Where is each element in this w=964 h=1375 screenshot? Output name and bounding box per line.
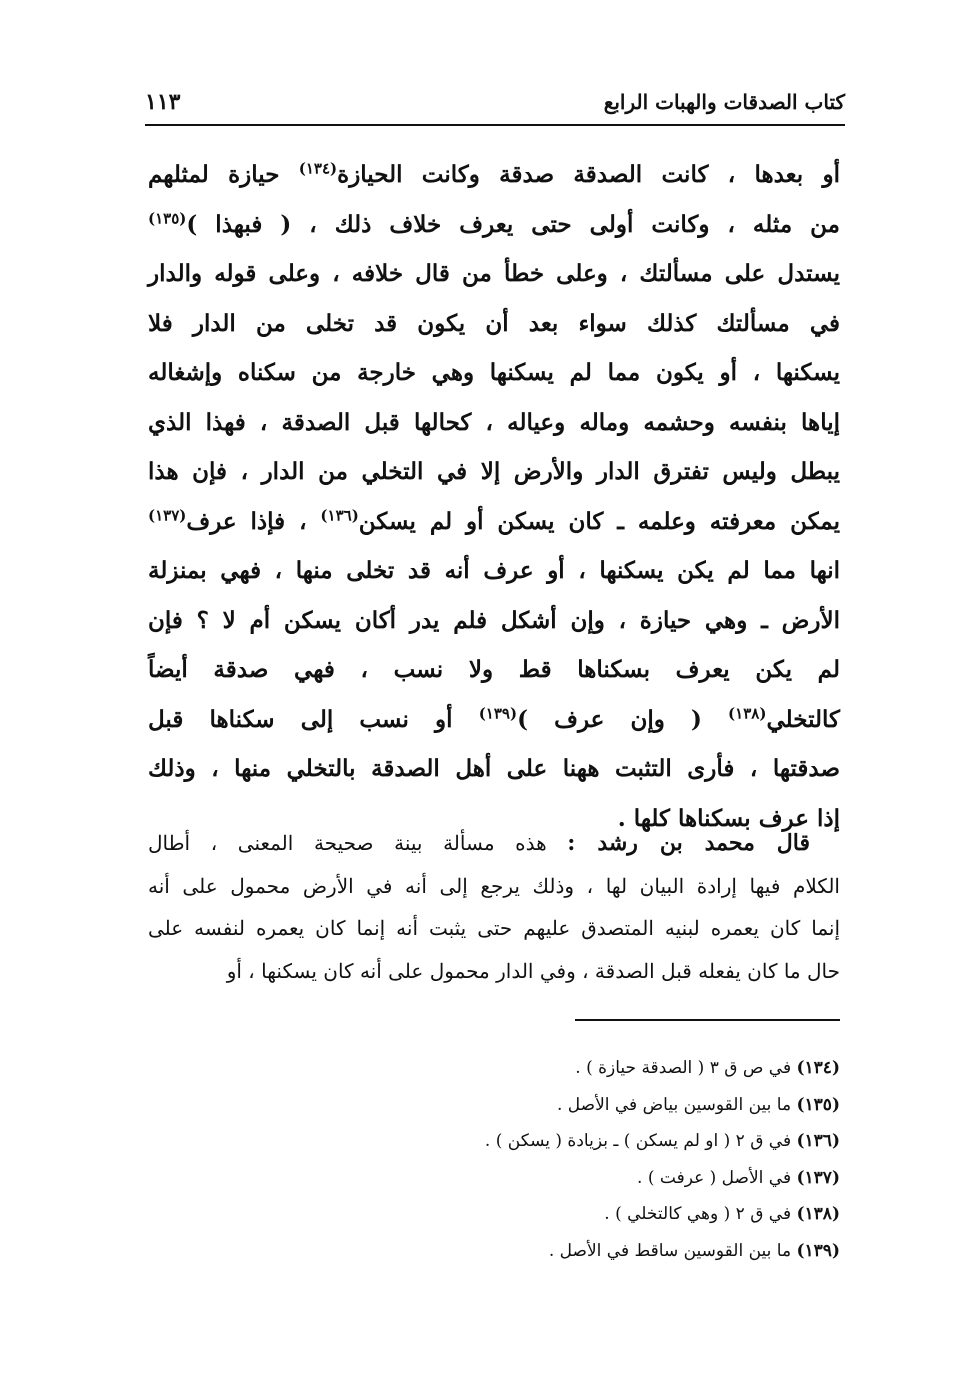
footnote-ref: (١٣٥) bbox=[148, 208, 187, 227]
text-line: يسكنها ، أو يكون مما لم يسكنها وهي خارجة من سكناه وإشغاله bbox=[148, 359, 840, 386]
text-line: يمكن معرفته وعلمه ـ كان يسكن أو لم يسكن$^{(١٣٦)}$ ، فإذا عرف$^{(١٣٧)}$ bbox=[148, 505, 840, 535]
footnote-item: (١٣٤) في ص ق ٣ ( الصدقة حيازة ) . bbox=[575, 1058, 840, 1078]
commentary-paragraph bbox=[148, 822, 840, 992]
text-line: إياها بنفسه وحشمه وماله وعياله ، كحالها قبل الصدقة ، فهذا الذي bbox=[148, 408, 840, 436]
main-paragraph bbox=[148, 150, 840, 843]
text-line: إذا عرف بسكناها كلها . bbox=[617, 804, 840, 832]
text-line: يبطل وليس تفترق الدار والأرض إلا في التخلي من الدار ، فإن هذا bbox=[148, 458, 840, 485]
footnote-item: (١٣٦) في ق ٢ ( او لم يسكن ) ـ بزيادة ( يسكن ) . bbox=[484, 1131, 840, 1151]
page-number: ١١٣ bbox=[145, 89, 181, 115]
text-line: يستدل على مسألتك ، وعلى خطأ من قال خلافه ، وعلى قوله والدار bbox=[148, 260, 840, 287]
text-line: قال محمد بن رشد : هذه مسألة بينة صحيحة المعنى ، أطال bbox=[148, 830, 810, 856]
text-line: الأرض ـ وهي حيازة ، وإن أشكل فلم يدر أكان يسكن أم لا ؟ فإن bbox=[148, 606, 840, 634]
text-line: أو بعدها ، كانت الصدقة صدقة وكانت الحيازة$^{(١٣٤)}$ حيازة لمثلهم bbox=[148, 159, 840, 188]
running-header bbox=[145, 84, 845, 126]
footnote-ref: (١٣٨) bbox=[728, 703, 767, 722]
text-line: صدقتها ، فأرى التثبت ههنا على أهل الصدقة بالتخلي منها ، وذلك bbox=[148, 755, 840, 782]
footnote-divider bbox=[575, 1019, 840, 1021]
footnote-ref: (١٣٦) bbox=[320, 505, 359, 524]
text-line: الكلام فيها إرادة البيان لها ، وذلك يرجع إلى أنه في الأرض محمول على أنه bbox=[148, 873, 840, 898]
text-line: في مسألتك كذلك سواء بعد أن يكون قد تخلى من الدار فلا bbox=[148, 309, 840, 337]
footnote-ref: (١٣٧) bbox=[148, 505, 187, 524]
footnote-item: (١٣٧) في الأصل ( عرفت ) . bbox=[637, 1167, 840, 1188]
footnote-ref: (١٣٩) bbox=[478, 703, 518, 722]
text-line: من مثله ، وكانت أولى حتى يعرف خلاف ذلك ، ( فبهذا )$^{(١٣٥)}$ bbox=[148, 208, 840, 238]
text-line: حال ما كان يفعله قبل الصدقة ، وفي الدار محمول على أنه كان يسكنها ، أو bbox=[226, 958, 840, 983]
text-line: لم يكن يعرف بسكناها قط ولا نسب ، فهي صدقة أيضاً bbox=[148, 656, 840, 683]
running-title: كتاب الصدقات والهبات الرابع bbox=[603, 90, 845, 114]
footnote-item: (١٣٥) ما بين القوسين بياض في الأصل . bbox=[556, 1094, 840, 1115]
footnote-ref: (١٣٤) bbox=[298, 159, 338, 178]
footnote-item: (١٣٨) في ق ٢ ( وهي كالتخلي ) . bbox=[604, 1204, 840, 1224]
speaker-label: قال محمد بن رشد : bbox=[567, 830, 810, 856]
footnote-item: (١٣٩) ما بين القوسين ساقط في الأصل . bbox=[548, 1240, 840, 1261]
text-line: كالتخلي$^{(١٣٨)}$ ( وإن عرف )$^{(١٣٩)}$ أو نسب إلى سكناها قبل bbox=[148, 703, 840, 733]
text-line: إنما كان يعمره لبنيه المتصدق عليهم حتى يثبت أنه إنما كان يعمره لنفسه على bbox=[148, 916, 840, 940]
text-line: انها مما لم يكن يسكنها ، أو عرف أنه قد تخلى منها ، فهي بمنزلة bbox=[148, 557, 840, 584]
footnotes bbox=[280, 1050, 840, 1269]
